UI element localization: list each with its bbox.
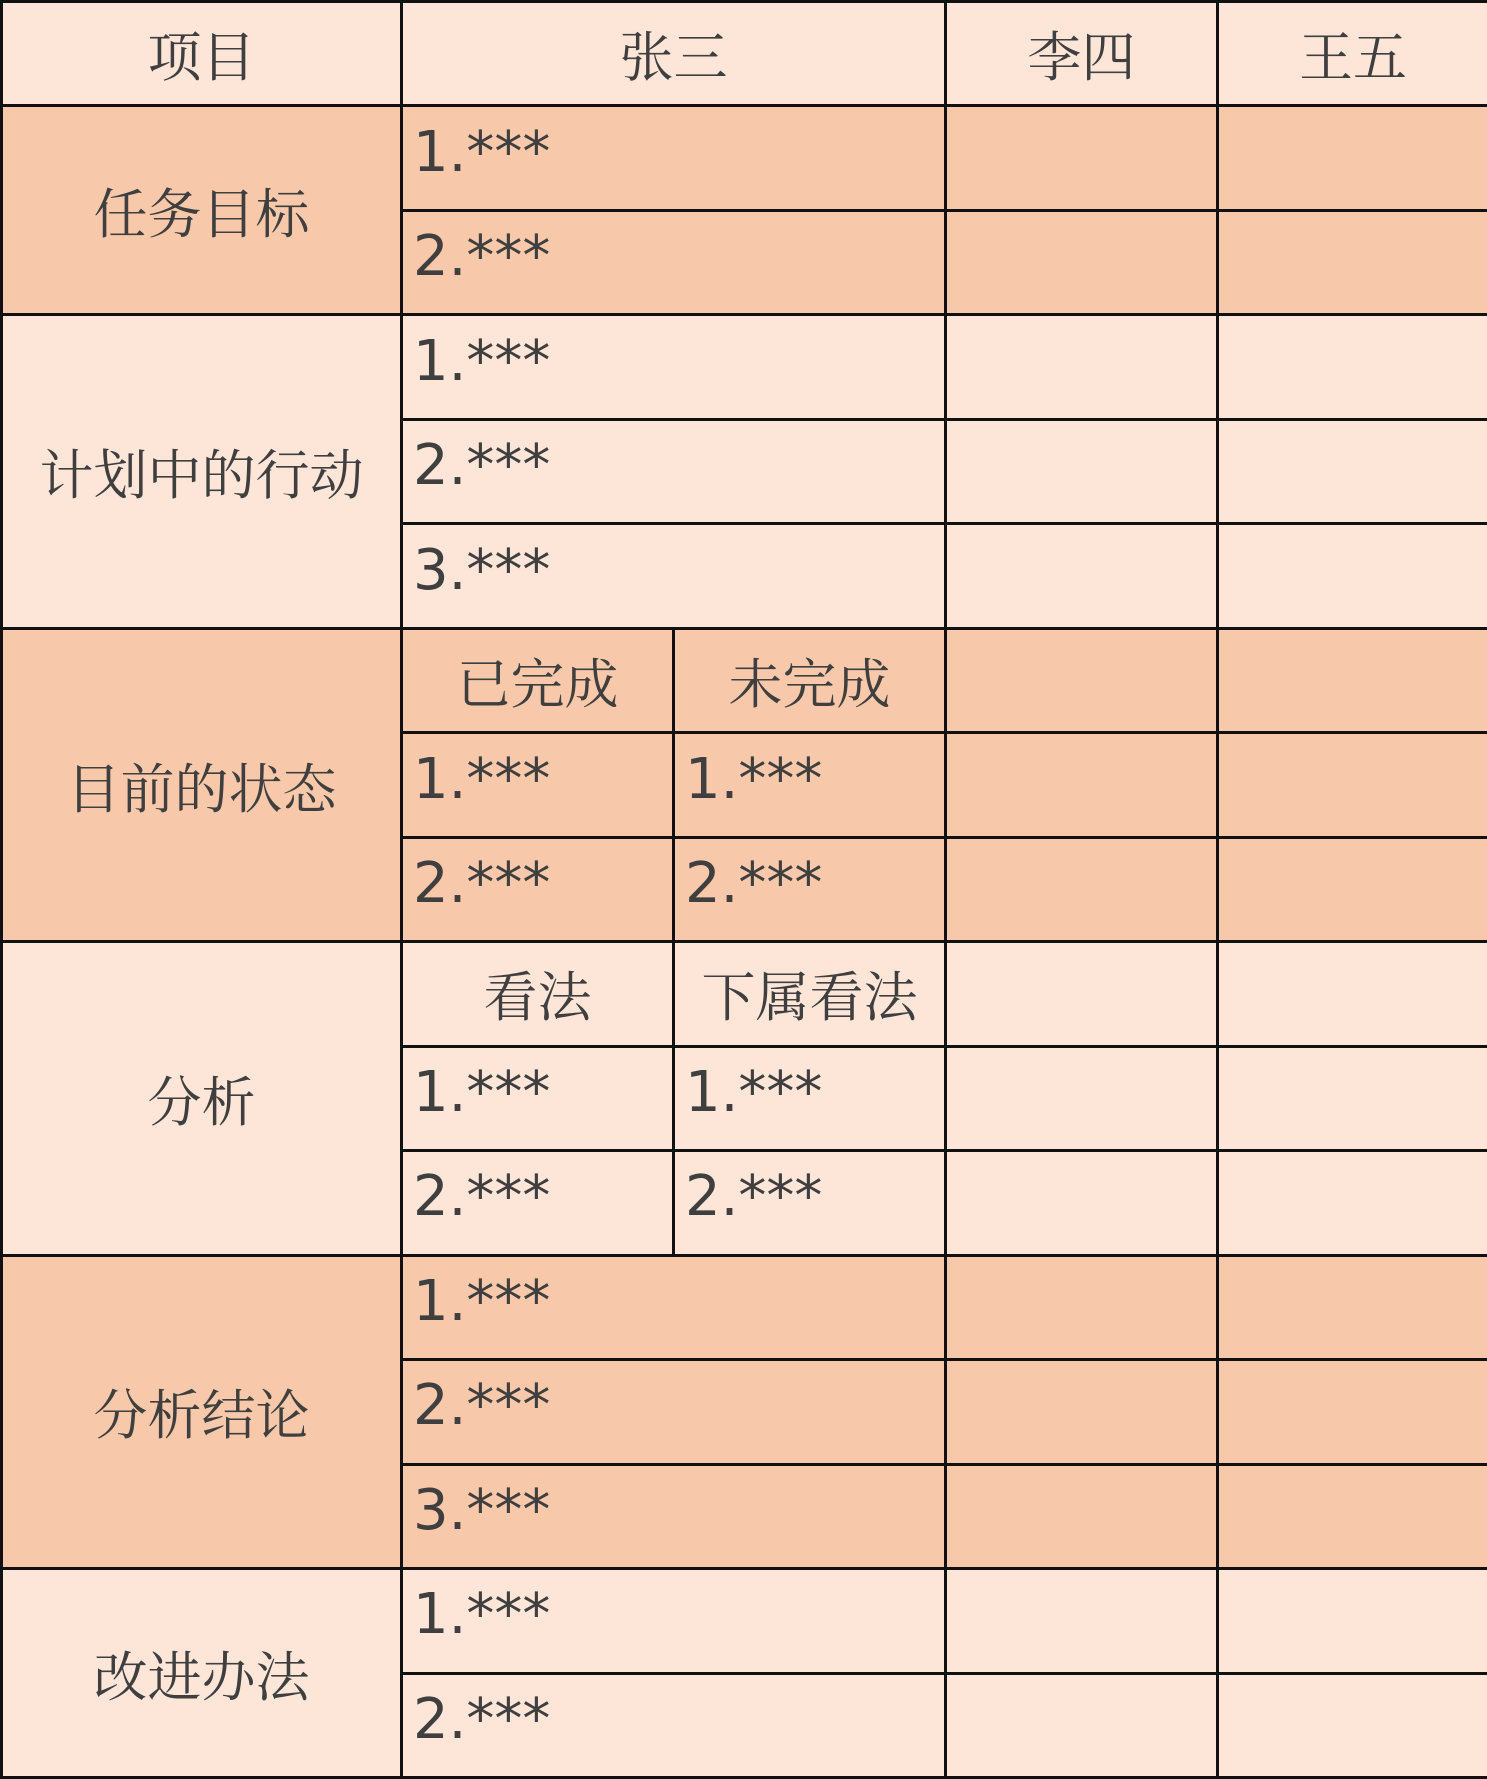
plan-cell-person-2 <box>946 419 1218 523</box>
analysis-cell-person-2 <box>946 942 1218 1046</box>
table-row <box>2 942 1487 1046</box>
improve-cell-person-2 <box>946 1673 1218 1778</box>
status-cell-person-2 <box>946 837 1218 941</box>
analysis-view-item-1: 1.*** <box>402 1046 674 1150</box>
status-undone-item-2: 2.*** <box>674 837 946 941</box>
table-row <box>2 1569 1487 1673</box>
analysis-subordinate-item-2: 2.*** <box>674 1151 946 1255</box>
plan-cell-person-3 <box>1218 419 1487 523</box>
plan-cell-person-2 <box>946 524 1218 628</box>
category-status: 目前的状态 <box>2 628 402 941</box>
table-row <box>2 106 1487 210</box>
category-conclusion: 分析结论 <box>2 1255 402 1568</box>
goal-cell-person-2 <box>946 210 1218 314</box>
conclusion-item-1: 1.*** <box>402 1255 946 1359</box>
header-person-1: 张三 <box>402 2 946 106</box>
category-improve: 改进办法 <box>2 1569 402 1778</box>
header-person-3: 王五 <box>1218 2 1487 106</box>
goal-cell-person-3 <box>1218 210 1487 314</box>
status-cell-person-2 <box>946 733 1218 837</box>
header-item: 项目 <box>2 2 402 106</box>
analysis-cell-person-2 <box>946 1151 1218 1255</box>
status-cell-person-2 <box>946 628 1218 732</box>
plan-cell-person-2 <box>946 315 1218 419</box>
plan-cell-person-3 <box>1218 315 1487 419</box>
analysis-subheader-view: 看法 <box>402 942 674 1046</box>
analysis-subheader-subordinate-view: 下属看法 <box>674 942 946 1046</box>
improve-item-1: 1.*** <box>402 1569 946 1673</box>
analysis-cell-person-2 <box>946 1046 1218 1150</box>
conclusion-cell-person-2 <box>946 1255 1218 1359</box>
category-analysis: 分析 <box>2 942 402 1255</box>
status-done-item-2: 2.*** <box>402 837 674 941</box>
improve-cell-person-3 <box>1218 1569 1487 1673</box>
goal-item-1: 1.*** <box>402 106 946 210</box>
status-done-item-1: 1.*** <box>402 733 674 837</box>
goal-cell-person-2 <box>946 106 1218 210</box>
status-subheader-done: 已完成 <box>402 628 674 732</box>
status-subheader-undone: 未完成 <box>674 628 946 732</box>
analysis-cell-person-3 <box>1218 1151 1487 1255</box>
analysis-cell-person-3 <box>1218 942 1487 1046</box>
category-plan: 计划中的行动 <box>2 315 402 628</box>
plan-item-3: 3.*** <box>402 524 946 628</box>
analysis-subordinate-item-1: 1.*** <box>674 1046 946 1150</box>
improve-item-2: 2.*** <box>402 1673 946 1778</box>
status-cell-person-3 <box>1218 733 1487 837</box>
goal-item-2: 2.*** <box>402 210 946 314</box>
table-row <box>2 1255 1487 1359</box>
status-undone-item-1: 1.*** <box>674 733 946 837</box>
conclusion-cell-person-3 <box>1218 1255 1487 1359</box>
plan-item-1: 1.*** <box>402 315 946 419</box>
status-cell-person-3 <box>1218 837 1487 941</box>
plan-cell-person-3 <box>1218 524 1487 628</box>
header-row <box>2 2 1487 106</box>
conclusion-cell-person-3 <box>1218 1464 1487 1568</box>
conclusion-cell-person-2 <box>946 1360 1218 1464</box>
conclusion-item-3: 3.*** <box>402 1464 946 1568</box>
status-cell-person-3 <box>1218 628 1487 732</box>
improve-cell-person-3 <box>1218 1673 1487 1778</box>
conclusion-cell-person-3 <box>1218 1360 1487 1464</box>
goal-cell-person-3 <box>1218 106 1487 210</box>
improve-cell-person-2 <box>946 1569 1218 1673</box>
category-goal: 任务目标 <box>2 106 402 315</box>
table-row <box>2 628 1487 732</box>
plan-item-2: 2.*** <box>402 419 946 523</box>
header-person-2: 李四 <box>946 2 1218 106</box>
conclusion-cell-person-2 <box>946 1464 1218 1568</box>
conclusion-item-2: 2.*** <box>402 1360 946 1464</box>
table-row <box>2 315 1487 419</box>
analysis-cell-person-3 <box>1218 1046 1487 1150</box>
analysis-view-item-2: 2.*** <box>402 1151 674 1255</box>
